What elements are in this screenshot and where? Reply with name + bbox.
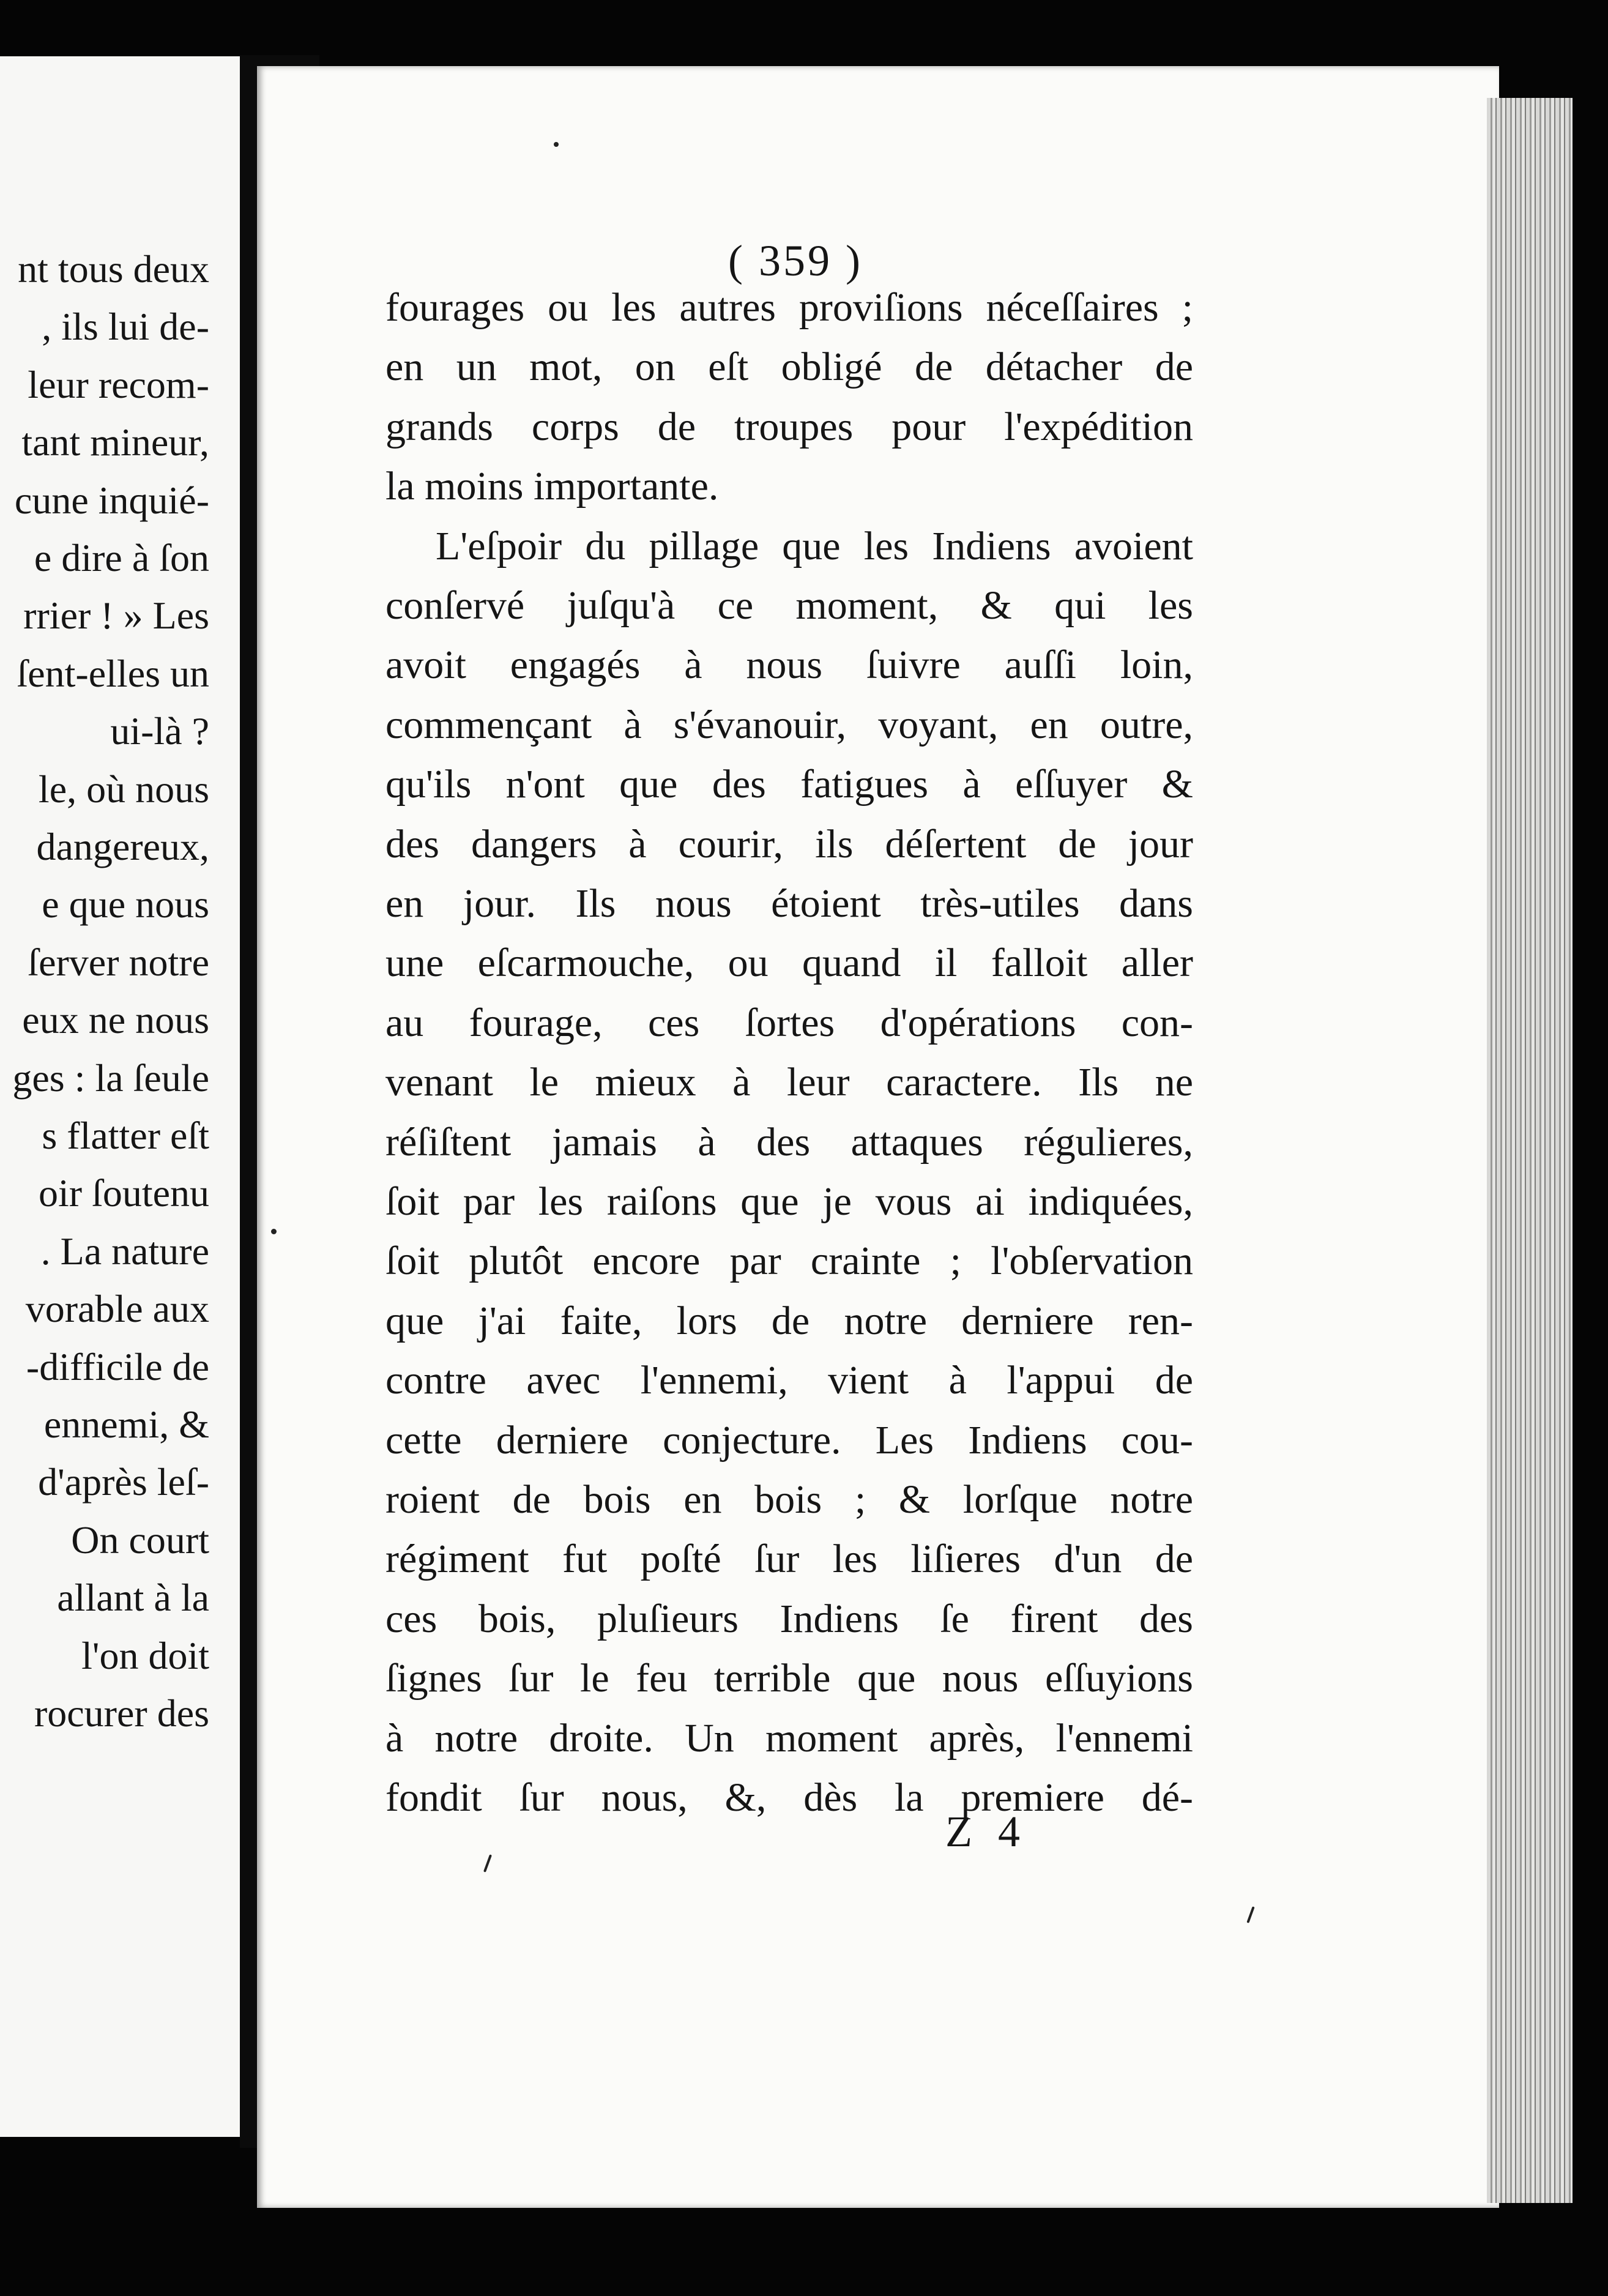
previous-page-line: -difficile de [26, 1344, 209, 1388]
previous-page-line: d'après leſ- [38, 1460, 209, 1504]
text-line: ſoit plutôt encore par crainte ; l'obſervation [385, 1239, 1193, 1284]
previous-page-line: , ils lui de- [42, 305, 209, 349]
previous-page-line: leur recom- [28, 362, 209, 406]
text-line: fourages ou les autres proviſions néceſſaires ; [385, 285, 1193, 330]
text-line: cette derniere conjecture. Les Indiens cou- [385, 1417, 1193, 1463]
text-line: au fourage, ces ſortes d'opérations con- [385, 1000, 1193, 1045]
text-line: ces bois, pluſieurs Indiens ſe firent des [385, 1596, 1193, 1641]
page-number: ( 359 ) [728, 236, 863, 285]
previous-page-line: vorable aux [25, 1287, 209, 1331]
text-line: conſervé juſqu'à ce moment, & qui les [385, 583, 1193, 628]
previous-page-line: nt tous deux [18, 247, 209, 291]
text-line: régiment fut poſté ſur les liſieres d'un de [385, 1537, 1193, 1582]
text-line: fondit ſur nous, &, dès la premiere dé- [385, 1775, 1193, 1820]
previous-page-line: ſerver notre [28, 940, 209, 984]
previous-page-line: ges : la ſeule [12, 1056, 209, 1100]
text-line: L'eſpoir du pillage que les Indiens avoient [436, 523, 1193, 568]
text-line: une eſcarmouche, ou quand il falloit aller [385, 941, 1193, 986]
previous-page-line: rrier ! » Les [23, 594, 209, 638]
text-line: qu'ils n'ont que des fatigues à eſſuyer & [385, 762, 1193, 807]
previous-page [0, 56, 240, 2137]
text-line: réſiſtent jamais à des attaques régulieres, [385, 1119, 1193, 1165]
text-line: roient de bois en bois ; & lorſque notre [385, 1477, 1193, 1522]
previous-page-line: rocurer des [34, 1691, 209, 1735]
ink-speck [554, 142, 559, 147]
text-line: que j'ai faite, lors de notre derniere ren- [385, 1298, 1193, 1343]
previous-page-line: s flatter eſt [42, 1114, 209, 1157]
text-line: ſignes ſur le feu terrible que nous eſſuyions [385, 1656, 1193, 1701]
text-line: commençant à s'évanouir, voyant, en outre, [385, 702, 1193, 747]
previous-page-line: e dire à ſon [34, 536, 209, 580]
text-line: en jour. Ils nous étoient très-utiles dans [385, 881, 1193, 926]
page-edges [1487, 98, 1573, 2203]
text-line: venant le mieux à leur caractere. Ils ne [385, 1060, 1193, 1105]
previous-page-line: le, où nous [38, 767, 209, 811]
signature-mark: Z 4 [945, 1807, 1027, 1856]
ink-speck [271, 1229, 277, 1234]
previous-page-line: oir ſoutenu [38, 1171, 209, 1215]
previous-page-line: tant mineur, [21, 420, 209, 464]
previous-page-line: allant à la [57, 1576, 209, 1620]
text-line: ſoit par les raiſons que je vous ai indiquées, [385, 1179, 1193, 1224]
previous-page-line: dangereux, [36, 825, 209, 868]
previous-page-line: e que nous [42, 882, 209, 926]
previous-page-line: cune inquié- [14, 478, 209, 522]
previous-page-line: On court [71, 1518, 209, 1562]
previous-page-line: l'on doit [81, 1633, 209, 1677]
previous-page-line: ennemi, & [43, 1403, 209, 1446]
text-line: avoit engagés à nous ſuivre auſſi loin, [385, 643, 1193, 688]
text-line: en un mot, on eſt obligé de détacher de [385, 345, 1193, 390]
previous-page-line: ſent-elles un [17, 651, 209, 695]
previous-page-line: eux ne nous [22, 998, 209, 1042]
previous-page-line: . La nature [40, 1229, 209, 1273]
text-line: à notre droite. Un moment après, l'ennemi [385, 1715, 1193, 1761]
text-line: la moins importante. [385, 464, 719, 509]
text-line: grands corps de troupes pour l'expédition [385, 404, 1193, 449]
previous-page-line: ui-là ? [110, 709, 209, 753]
text-line: contre avec l'ennemi, vient à l'appui de [385, 1358, 1193, 1403]
text-line: des dangers à courir, ils déſertent de jour [385, 821, 1193, 867]
